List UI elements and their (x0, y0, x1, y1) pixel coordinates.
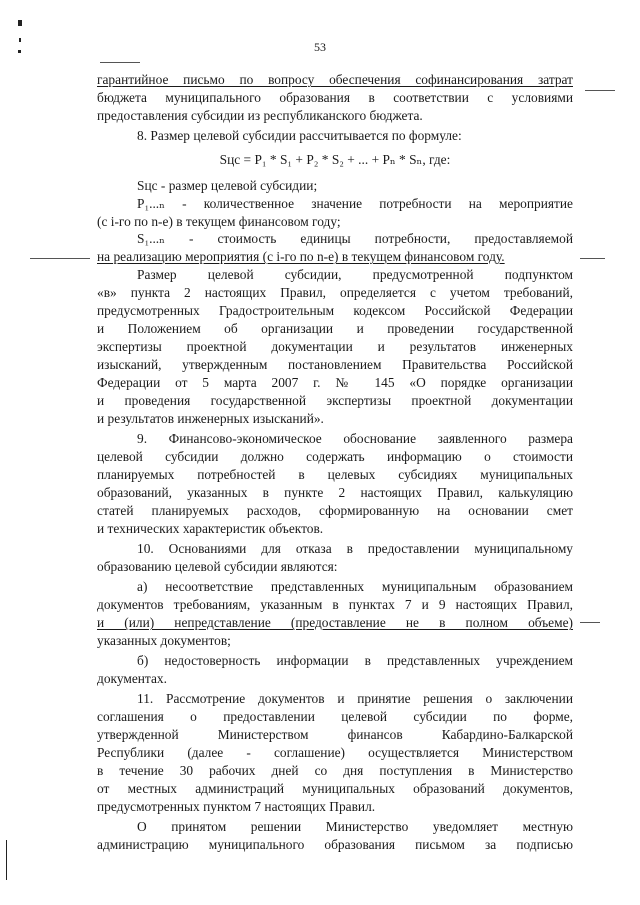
text-line: соглашения о предоставлении целевой субсидии по форме, (97, 709, 573, 724)
text-line: Sцс = P₁ * S₁ + P₂ * S₂ + ... + Pₙ * Sₙ, где: (219, 152, 451, 167)
text-line: Sцс - размер целевой субсидии; (137, 178, 318, 193)
text-line: P₁...ₙ - количественное значение потребности на мероприятие (137, 196, 573, 211)
scan-mark (18, 20, 22, 26)
scan-dash (580, 258, 605, 259)
text-line: 8. Размер целевой субсидии рассчитывается по формуле: (137, 128, 462, 143)
text-line: «в» пункта 2 настоящих Правил, определяется с учетом требований, (97, 285, 573, 300)
text-line: Размер целевой субсидии, предусмотренной подпунктом (137, 267, 573, 282)
text-line: S₁...ₙ - стоимость единицы потребности, предоставляемой (137, 231, 573, 246)
text-line: указанных документов; (97, 633, 231, 648)
text-line: планируемых потребностей в целевых субсидиях муниципальных (97, 467, 573, 482)
text-line: О принятом решении Министерство уведомляет местную (137, 819, 573, 834)
text-line: и результатов инженерных изысканий». (97, 411, 324, 426)
text-line: образований, указанных в пункте 2 настоящих Правил, калькуляцию (97, 485, 573, 500)
scan-dash (30, 258, 90, 259)
text-line: бюджета муниципального образования в соответствии с условиями (97, 90, 573, 105)
text-line: и Положением об организации и проведении государственной (97, 321, 573, 336)
text-line: (с i-го по n-е) в текущем финансовом году; (97, 214, 341, 229)
text-line: документах. (97, 671, 167, 686)
text-line: предоставления субсидии из республиканского бюджета. (97, 108, 423, 123)
text-line: утвержденной Министерством финансов Кабардино-Балкарской (97, 727, 573, 742)
text-line: администрацию муниципального образования письмом за подписью (97, 837, 573, 852)
text-line: 11. Рассмотрение документов и принятие решения о заключении (137, 691, 573, 706)
scan-dash (100, 62, 140, 63)
text-line: статей планируемых расходов, сформированную на основании смет (97, 503, 573, 518)
text-line: предусмотренных пунктом 7 настоящих Правил. (97, 799, 376, 814)
text-line: и проведения государственной экспертизы проектной документации (97, 393, 573, 408)
scan-dash (585, 90, 615, 91)
scan-mark (18, 50, 21, 53)
text-line: документов требованиям, указанным в пунктах 7 и 9 настоящих Правил, (97, 597, 573, 612)
text-line: изысканий, утвержденным постановлением Правительства Российской (97, 357, 573, 372)
text-line: гарантийное письмо по вопросу обеспечения софинансирования затрат (97, 72, 573, 87)
text-line: предусмотренных Градостроительным кодексом Российской Федерации (97, 303, 573, 318)
text-line: целевой субсидии должно содержать информацию о стоимости (97, 449, 573, 464)
text-line: 10. Основаниями для отказа в предоставлении муниципальному (137, 541, 573, 556)
text-line: образованию целевой субсидии являются: (97, 559, 338, 574)
text-line: и (или) непредставление (предоставление не в полном объеме) (97, 615, 573, 630)
page-number: 53 (314, 40, 326, 54)
scan-mark (6, 840, 7, 880)
text-line: Федерации от 5 марта 2007 г. № 145 «О порядке организации (97, 375, 573, 390)
text-line: экспертизы проектной документации и результатов инженерных (97, 339, 573, 354)
text-line: Республики (далее - соглашение) осуществляется Министерством (97, 745, 573, 760)
text-line: 9. Финансово-экономическое обоснование заявленного размера (137, 431, 573, 446)
text-line: от местных администраций муниципальных образований документов, (97, 781, 573, 796)
scan-mark (19, 38, 21, 42)
scan-dash (580, 622, 600, 623)
text-line: а) несоответствие представленных муниципальным образованием (137, 579, 573, 594)
text-line: б) недостоверность информации в представленных учреждением (137, 653, 573, 668)
text-line: на реализацию мероприятия (с i-го по n-е) в текущем финансовом году. (97, 249, 505, 264)
text-line: и технических характеристик объектов. (97, 521, 324, 536)
text-line: в течение 30 рабочих дней со дня поступления в Министерство (97, 763, 573, 778)
